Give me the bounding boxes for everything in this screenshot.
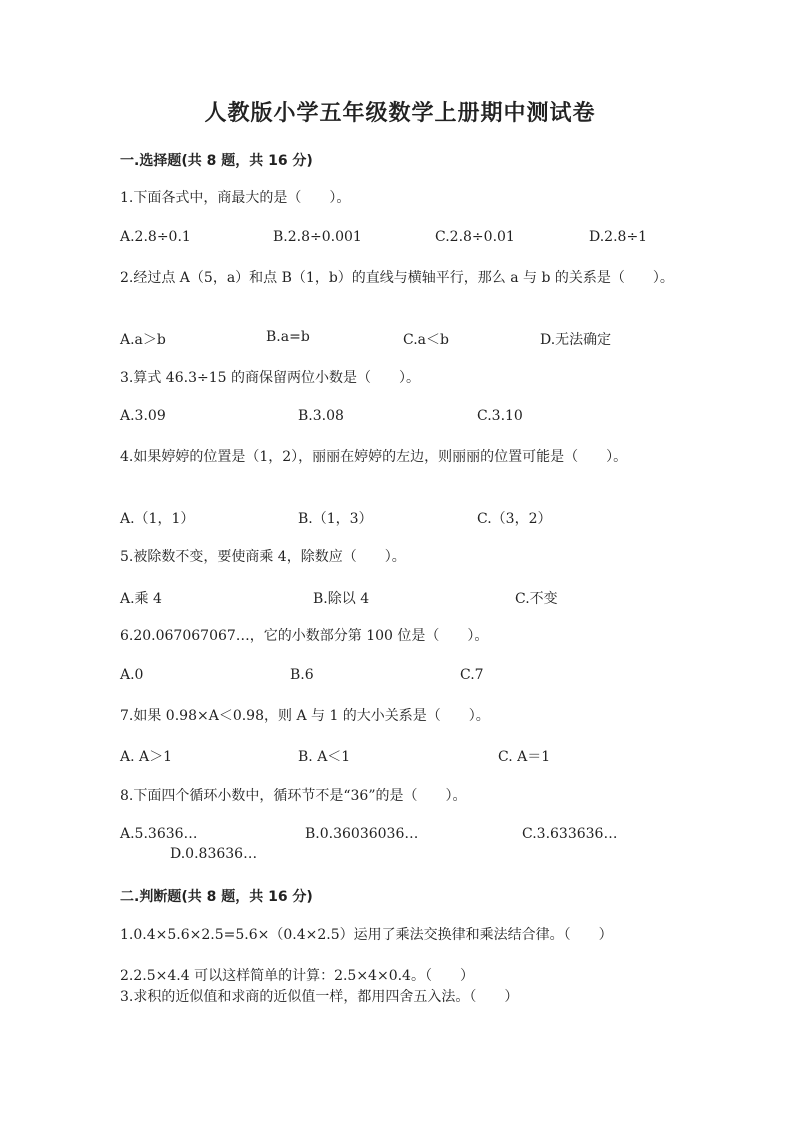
q4-option-c: C.（3，2） (477, 511, 552, 527)
q2-option-b: B.a=b (266, 329, 310, 345)
q2-option-d: D.无法确定 (540, 332, 612, 348)
judge-item-1: 1.0.4×5.6×2.5=5.6×（0.4×2.5）运用了乘法交换律和乘法结合律。（ ） (120, 927, 613, 943)
question-3: 3.算式 46.3÷15 的商保留两位小数是（ ）。 (120, 370, 420, 386)
q7-option-c: C. A＝1 (498, 749, 551, 765)
q1-option-d: D.2.8÷1 (589, 229, 648, 245)
q8-option-a: A.5.3636… (120, 826, 198, 842)
question-6: 6.20.067067067…，它的小数部分第 100 位是（ ）。 (120, 628, 489, 644)
q6-option-c: C.7 (460, 667, 484, 683)
q8-option-d: D.0.83636… (170, 846, 258, 862)
question-8: 8.下面四个循环小数中，循环节不是“36”的是（ ）。 (120, 788, 467, 804)
q4-option-b: B.（1，3） (298, 511, 373, 527)
q5-option-c: C.不变 (515, 591, 558, 607)
q6-option-a: A.0 (120, 667, 144, 683)
q3-option-b: B.3.08 (298, 408, 344, 424)
question-5: 5.被除数不变，要使商乘 4，除数应（ ）。 (120, 549, 406, 565)
judge-item-3: 3.求积的近似值和求商的近似值一样，都用四舍五入法。（ ） (120, 989, 519, 1005)
q1-option-a: A.2.8÷0.1 (120, 229, 191, 245)
question-1: 1.下面各式中，商最大的是（ ）。 (120, 190, 351, 206)
q8-option-c: C.3.633636… (522, 826, 618, 842)
section-heading-choice: 一.选择题(共 8 题，共 16 分) (120, 153, 313, 169)
q8-option-b: B.0.36036036… (305, 826, 419, 842)
q7-option-a: A. A＞1 (120, 749, 173, 765)
page-title: 人教版小学五年级数学上册期中测试卷 (204, 101, 596, 126)
q3-option-a: A.3.09 (120, 408, 166, 424)
q2-option-c: C.a＜b (403, 332, 449, 348)
judge-item-2: 2.2.5×4.4 可以这样简单的计算：2.5×4×0.4。（ ） (120, 968, 474, 984)
q3-option-c: C.3.10 (477, 408, 523, 424)
q1-option-c: C.2.8÷0.01 (435, 229, 515, 245)
question-7: 7.如果 0.98×A＜0.98，则 A 与 1 的大小关系是（ ）。 (120, 708, 490, 724)
q7-option-b: B. A＜1 (298, 749, 351, 765)
q6-option-b: B.6 (290, 667, 314, 683)
question-2: 2.经过点 A（5，a）和点 B（1，b）的直线与横轴平行，那么 a 与 b 的关系是（ ）。 (120, 270, 674, 286)
q4-option-a: A.（1，1） (120, 511, 195, 527)
q2-option-a: A.a＞b (120, 332, 166, 348)
section-heading-judge: 二.判断题(共 8 题，共 16 分) (120, 889, 313, 905)
q5-option-a: A.乘 4 (120, 591, 162, 607)
q5-option-b: B.除以 4 (313, 591, 370, 607)
q1-option-b: B.2.8÷0.001 (273, 229, 362, 245)
question-4: 4.如果婷婷的位置是（1，2），丽丽在婷婷的左边，则丽丽的位置可能是（ ）。 (120, 449, 628, 465)
